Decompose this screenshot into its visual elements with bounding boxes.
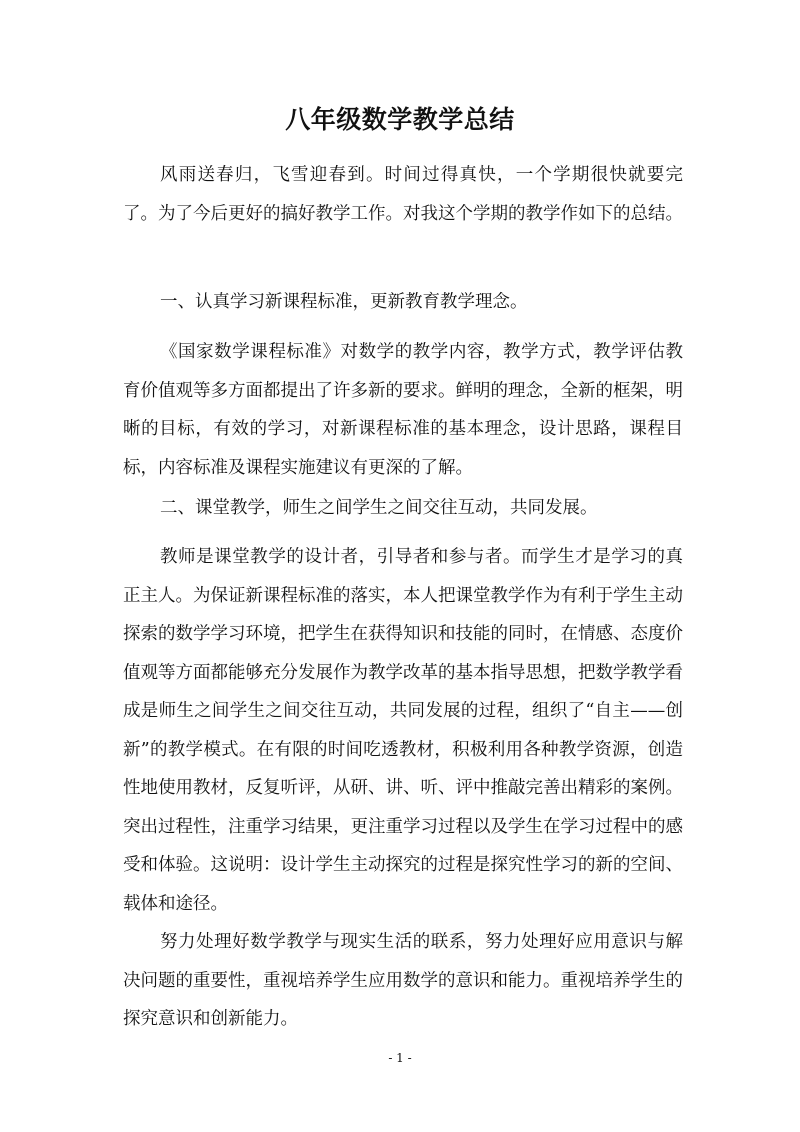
document-title: 八年级数学教学总结: [285, 105, 515, 134]
section-1-paragraph: 《国家数学课程标准》对数学的教学内容，教学方式，教学评估教育价值观等多方面都提出了许多新的要求。鲜明的理念，全新的框架，明晰的目标，有效的学习，对新课程标准的基本理念，设计思路，课程目标，内容标准及课程实施建议有更深的了解。: [123, 342, 683, 478]
intro-paragraph: 风雨送春归，飞雪迎春到。时间过得真快，一个学期很快就要完了。为了今后更好的搞好教学工作。对我这个学期的教学作如下的总结。: [123, 165, 683, 224]
closing-paragraph: 努力处理好数学教学与现实生活的联系，努力处理好应用意识与解决问题的重要性，重视培养学生应用数学的意识和能力。重视培养学生的探究意识和创新能力。: [123, 932, 683, 1029]
page-number: - 1 -: [388, 1051, 412, 1065]
section-heading-2: 二、课堂教学，师生之间学生之间交往互动，共同发展。: [160, 498, 598, 518]
section-heading-1: 一、认真学习新课程标准，更新教育教学理念。: [160, 292, 528, 312]
section-2-paragraph: 教师是课堂教学的设计者，引导者和参与者。而学生才是学习的真正主人。为保证新课程标准的落实，本人把课堂教学作为有利于学生主动探索的数学学习环境，把学生在获得知识和技能的同时，在情感、态度价值观等方面都能够充分发展作为教学改革的基本指导思想，把数学教学看成是师生之间学生之间交往互动，共同发展的过程，组织了“自主——创新”的教学模式。在有限的时间吃透教材，积极利用各种教学资源，创造性地使用教材，反复听评，从研、讲、听、评中推敲完善出精彩的案例。突出过程性，注重学习结果，更注重学习过程以及学生在学习过程中的感受和体验。这说明：设计学生主动探究的过程是探究性学习的新的空间、载体和途径。: [123, 547, 683, 914]
